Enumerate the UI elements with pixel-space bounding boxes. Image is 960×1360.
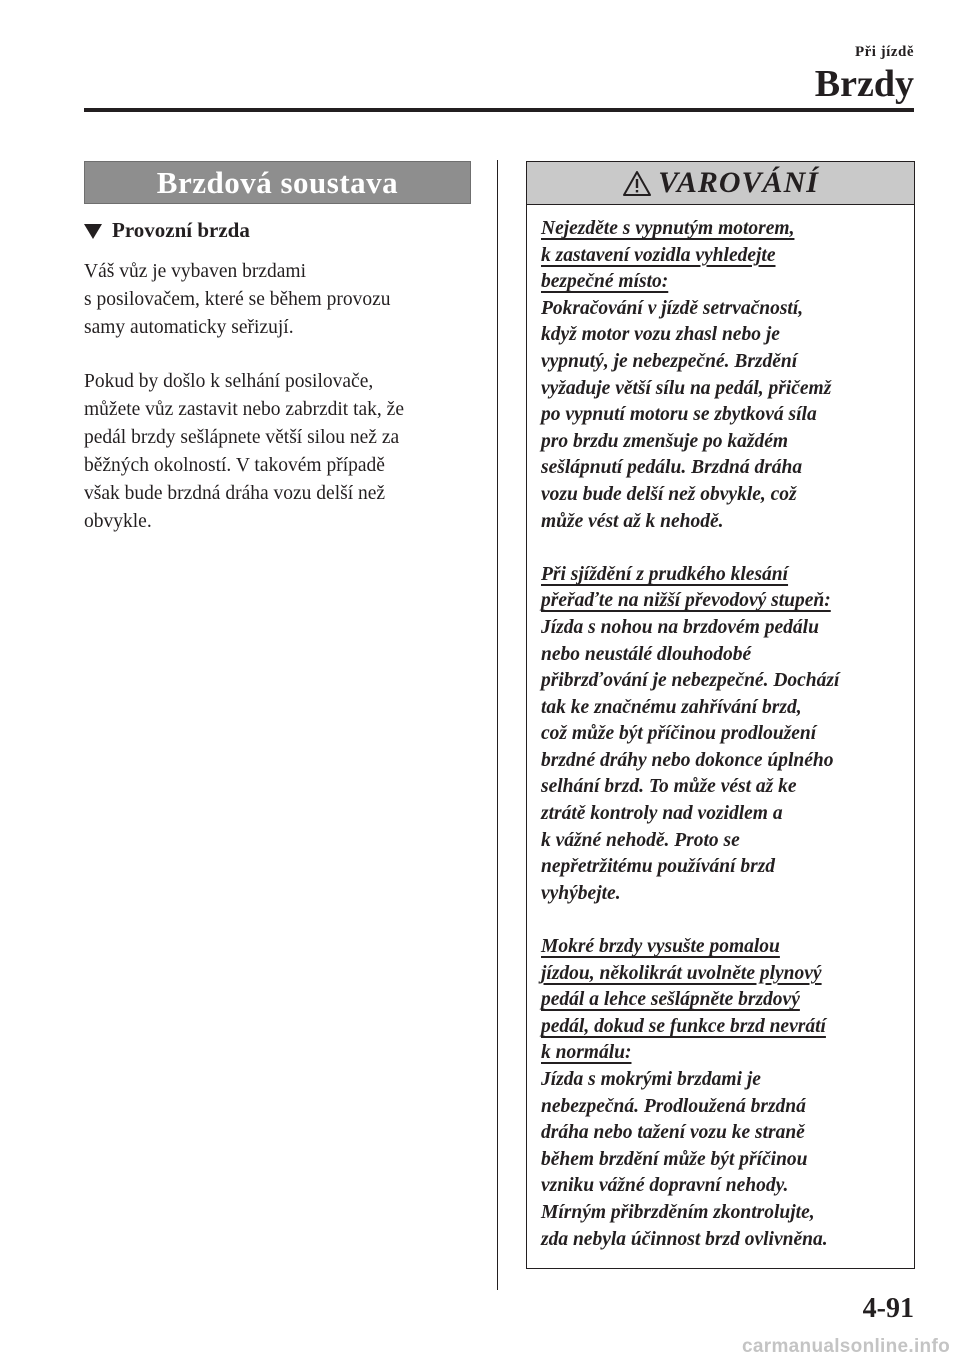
text-line: Při sjíždění z prudkého klesání (541, 563, 789, 585)
text-line: což může být příčinou prodloužení (541, 723, 817, 745)
warning-triangle-icon (622, 170, 652, 197)
subheading (84, 218, 250, 243)
paragraph-2 (84, 368, 484, 536)
text-line: dráha nebo tažení vozu ke straně (541, 1122, 805, 1144)
text-line: k zastavení vozidla vyhledejte (541, 244, 776, 266)
text-line: můžete vůz zastavit nebo zabrzdit tak, že (84, 399, 404, 420)
text-line: vyžaduje větší sílu na pedál, přičemž (541, 377, 832, 399)
text-line: Jízda s nohou na brzdovém pedálu (541, 616, 819, 638)
text-line: po vypnutí motoru se zbytková síla (541, 404, 817, 426)
text-line: Mokré brzdy vysušte pomalou (541, 936, 780, 958)
text-line: nebo neustálé dlouhodobé (541, 643, 752, 665)
text-line: ztrátě kontroly nad vozidlem a (541, 803, 783, 825)
warning-body (541, 216, 908, 1253)
text-line: obvykle. (84, 511, 152, 532)
text-line: během brzdění může být příčinou (541, 1148, 808, 1170)
text-line: pedál a lehce sešlápněte brzdový (541, 989, 800, 1011)
text-line: však bude brzdná dráha vozu delší než (84, 483, 386, 504)
text-line: selhání brzd. To může vést až ke (541, 776, 797, 798)
text-line: když motor vozu zhasl nebo je (541, 324, 780, 346)
text-line: pro brzdu zmenšuje po každém (541, 430, 789, 452)
text-line: jízdou, několikrát uvolněte plynový (541, 962, 822, 984)
warning-item-3-heading (541, 934, 908, 1067)
warning-header (527, 162, 914, 205)
text-line: Jízda s mokrými brzdami je (541, 1069, 761, 1090)
text-line: samy automaticky seřizují. (84, 317, 294, 338)
text-line: běžných okolností. V takovém případě (84, 455, 385, 476)
warning-item-2-heading (541, 562, 908, 615)
column-divider (497, 160, 498, 1290)
page-number: 4-91 (862, 1293, 914, 1324)
section-banner: Brzdová soustava (84, 161, 471, 204)
section-title: Brzdy (814, 63, 914, 105)
text-line: Váš vůz je vybaven brzdami (84, 261, 307, 282)
text-line: k vážné nehodě. Proto se (541, 829, 740, 851)
text-line: může vést až k nehodě. (541, 510, 724, 532)
subheading-text: Provozní brzda (112, 218, 250, 242)
text-line: vozu bude delší než obvykle, což (541, 483, 797, 505)
watermark: carmanualsonline.info (742, 1336, 950, 1357)
warning-box (526, 161, 915, 1269)
chapter-label: Při jízdě (854, 44, 914, 60)
text-line: pedál brzdy sešlápnete větší silou než za (84, 427, 400, 448)
text-line: brzdné dráhy nebo dokonce úplného (541, 749, 834, 771)
text-line: nepřetržitému používání brzd (541, 856, 776, 878)
warning-item-3-body (541, 1067, 908, 1253)
text-line: zda nebyla účinnost brzd ovlivněna. (541, 1228, 828, 1250)
text-line: s posilovačem, které se během provozu (84, 289, 391, 310)
text-line: vzniku vážné dopravní nehody. (541, 1175, 789, 1197)
text-line: přeřaďte na nižší převodový stupeň: (541, 590, 831, 612)
text-line: vypnutý, je nebezpečné. Brzdění (541, 350, 798, 372)
text-line: tak ke značnému zahřívání brzd, (541, 696, 802, 718)
text-line: přibrzďování je nebezpečné. Dochází (541, 670, 840, 692)
text-line: Pokračování v jízdě setrvačností, (541, 297, 804, 319)
text-line: vyhýbejte. (541, 882, 621, 904)
text-line: sešlápnutí pedálu. Brzdná dráha (541, 457, 803, 479)
text-line: k normálu: (541, 1042, 632, 1064)
warning-item-1-body (541, 296, 908, 535)
warning-item-2-body (541, 615, 908, 908)
text-line: bezpečné místo: (541, 271, 669, 293)
header-rule (84, 108, 914, 112)
text-line: nebezpečná. Prodloužená brzdná (541, 1095, 806, 1117)
paragraph-1 (84, 258, 484, 342)
text-line: Mírným přibrzděním zkontrolujte, (541, 1201, 815, 1223)
triangle-bullet-icon (84, 224, 102, 239)
text-line: Nejezděte s vypnutým motorem, (541, 218, 795, 239)
warning-title: VAROVÁNÍ (658, 166, 819, 199)
text-line: pedál, dokud se funkce brzd nevrátí (541, 1015, 826, 1037)
warning-item-1-heading (541, 216, 908, 296)
text-line: Pokud by došlo k selhání posilovače, (84, 371, 374, 392)
